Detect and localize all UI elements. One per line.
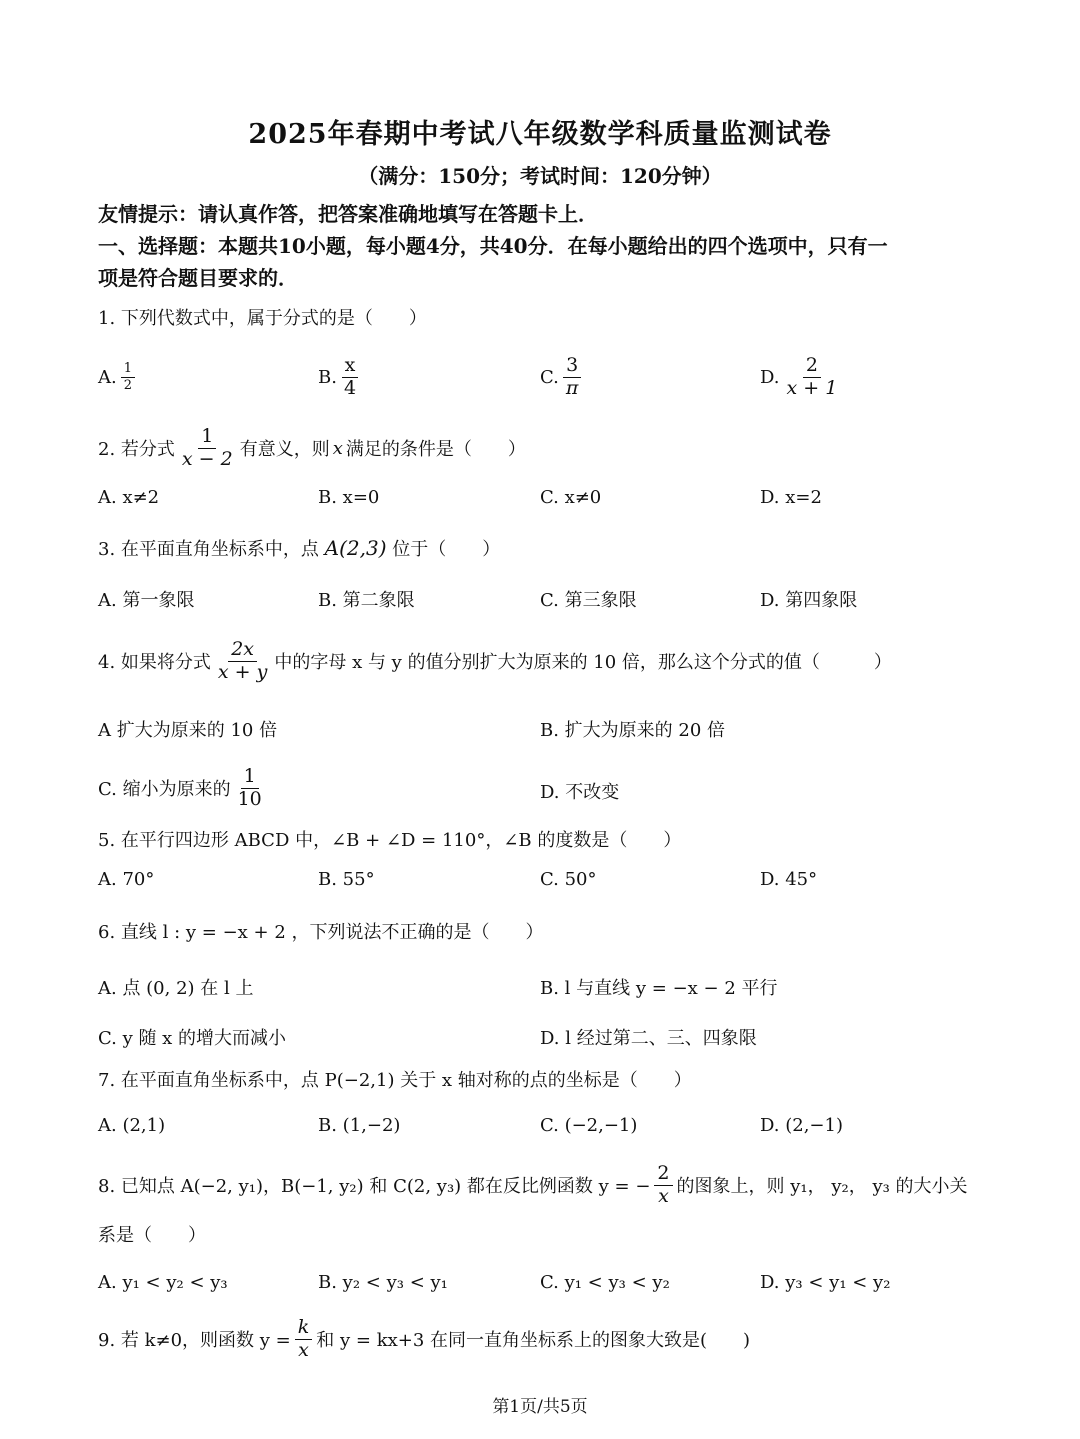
q1-option-d-denominator: x + 1	[786, 376, 838, 399]
q1-option-b	[318, 352, 363, 402]
q3-stem-pre: 3. 在平面直角坐标系中，点	[98, 539, 319, 560]
q8-stem-post: 的图象上，则 y₁， y₂， y₃ 的大小关	[676, 1176, 968, 1197]
q1-option-b-fraction	[341, 353, 359, 399]
q1-option-b-numerator: x	[342, 356, 359, 378]
q8-stem	[98, 1158, 968, 1212]
q2-fraction	[179, 424, 236, 470]
q9-numerator: k	[295, 1318, 313, 1340]
q1-option-a	[98, 352, 139, 402]
q1-option-d-numerator: 2	[803, 356, 821, 378]
q4-option-a: A 扩大为原来的 10 倍	[98, 720, 278, 741]
q3-option-d: D. 第四象限	[760, 590, 858, 611]
q3-option-b: B. 第二象限	[318, 590, 415, 611]
q4-stem	[98, 634, 892, 688]
q4-option-b: B. 扩大为原来的 20 倍	[540, 720, 726, 741]
q2-variable: x	[332, 437, 343, 459]
q8-option-d: D. y₃ < y₁ < y₂	[760, 1272, 891, 1293]
q6-option-c: C. y 随 x 的增大而减小	[98, 1028, 287, 1049]
q6-stem: 6. 直线 l : y = −x + 2 ，下列说法不正确的是（ ）	[98, 922, 544, 943]
q9-stem-pre: 9. 若 k≠0，则函数 y =	[98, 1330, 291, 1351]
q7-option-a: A. (2,1)	[98, 1115, 166, 1136]
q2-option-b: B. x=0	[318, 487, 380, 508]
q5-option-d: D. 45°	[760, 869, 818, 890]
q8-option-c: C. y₁ < y₃ < y₂	[540, 1272, 670, 1293]
q4-fraction	[215, 637, 270, 683]
q1-option-c-denominator: π	[565, 376, 579, 399]
q3-option-a: A. 第一象限	[98, 590, 195, 611]
hint-text: 友情提示：请认真作答，把答案准确地填写在答题卡上．	[98, 202, 598, 226]
q1-option-b-label: B.	[318, 366, 337, 388]
q6-option-d: D. l 经过第二、三、四象限	[540, 1028, 757, 1049]
page-title: 2025年春期中考试八年级数学科质量监测试卷	[248, 119, 832, 150]
q4-option-c-fraction	[235, 764, 265, 810]
q2-numerator: 1	[198, 427, 216, 449]
q1-option-c	[540, 352, 585, 402]
q2-denominator: x − 2	[181, 447, 233, 470]
q6-option-a: A. 点 (0, 2) 在 l 上	[98, 978, 254, 999]
page-footer: 第1页/共5页	[492, 1397, 588, 1417]
q8-denominator: x	[658, 1184, 669, 1207]
q1-option-a-label: A.	[98, 366, 117, 388]
q8-stem-line2: 系是（ ）	[98, 1225, 206, 1246]
section1-heading-line2: 项是符合题目要求的．	[98, 266, 298, 290]
q1-option-d	[760, 352, 844, 402]
q1-option-d-fraction	[784, 353, 841, 399]
q7-stem: 7. 在平面直角坐标系中，点 P(−2,1) 关于 x 轴对称的点的坐标是（ ）	[98, 1070, 692, 1091]
q2-option-d: D. x=2	[760, 487, 822, 508]
q5-option-a: A. 70°	[98, 869, 155, 890]
q7-option-d: D. (2,−1)	[760, 1115, 843, 1136]
q3-stem-post: 位于（ ）	[392, 539, 501, 560]
q5-stem: 5. 在平行四边形 ABCD 中，∠B + ∠D = 110°，∠B 的度数是（ ）	[98, 830, 682, 851]
q2-stem-post2: 满足的条件是（ ）	[345, 439, 526, 460]
q4-option-d: D. 不改变	[540, 782, 620, 803]
q4-option-c-text: C. 缩小为原来的	[98, 779, 231, 800]
q8-stem-pre: 8. 已知点 A(−2, y₁)，B(−1, y₂) 和 C(2, y₃) 都在反比例函数 y = −	[98, 1176, 651, 1197]
q2-stem-post: 有意义，则	[239, 439, 330, 460]
q2-option-a: A. x≠2	[98, 487, 160, 508]
q2-stem	[98, 422, 526, 474]
q3-option-c: C. 第三象限	[540, 590, 637, 611]
q9-stem	[98, 1312, 750, 1366]
section1-heading-line1: 一、选择题：本题共10小题，每小题4分，共40分．在每小题给出的四个选项中，只有一	[98, 234, 888, 258]
q4-stem-post: 中的字母 x 与 y 的值分别扩大为原来的 10 倍，那么这个分式的值（ ）	[274, 652, 892, 673]
q5-option-c: C. 50°	[540, 869, 597, 890]
q6-option-b: B. l 与直线 y = −x − 2 平行	[540, 978, 778, 999]
q9-stem-post: 和 y = kx+3 在同一直角坐标系上的图象大致是( )	[316, 1330, 751, 1351]
q1-option-d-label: D.	[760, 366, 780, 388]
q4-option-c-denominator: 10	[237, 787, 262, 810]
q1-option-a-fraction	[121, 362, 135, 392]
q7-option-b: B. (1,−2)	[318, 1115, 401, 1136]
q8-numerator: 2	[654, 1164, 672, 1186]
q4-denominator: x + y	[217, 660, 268, 683]
q9-fraction	[295, 1315, 313, 1361]
q4-option-c	[98, 762, 269, 814]
q3-stem	[98, 535, 500, 561]
q2-option-c: C. x≠0	[540, 487, 602, 508]
q1-option-c-label: C.	[540, 366, 559, 388]
q1-option-c-numerator: 3	[563, 356, 581, 378]
q7-option-c: C. (−2,−1)	[540, 1115, 638, 1136]
q1-stem: 1. 下列代数式中，属于分式的是（ ）	[98, 308, 427, 329]
q9-denominator: x	[298, 1338, 309, 1361]
q5-option-b: B. 55°	[318, 869, 375, 890]
q4-numerator: 2x	[228, 640, 257, 662]
q4-option-c-numerator: 1	[241, 767, 259, 789]
q2-stem-pre: 2. 若分式	[98, 439, 175, 460]
q8-option-b: B. y₂ < y₃ < y₁	[318, 1272, 448, 1293]
q1-option-c-fraction	[563, 353, 582, 399]
q8-fraction	[654, 1161, 672, 1207]
q3-point: A(2,3)	[324, 536, 387, 560]
q1-option-a-numerator: 1	[121, 362, 135, 378]
q1-option-b-denominator: 4	[343, 376, 357, 399]
q4-stem-pre: 4. 如果将分式	[98, 652, 211, 673]
q1-option-a-denominator: 2	[123, 377, 133, 393]
page-subtitle: （满分：150分；考试时间：120分钟）	[358, 164, 722, 188]
q8-option-a: A. y₁ < y₂ < y₃	[98, 1272, 228, 1293]
